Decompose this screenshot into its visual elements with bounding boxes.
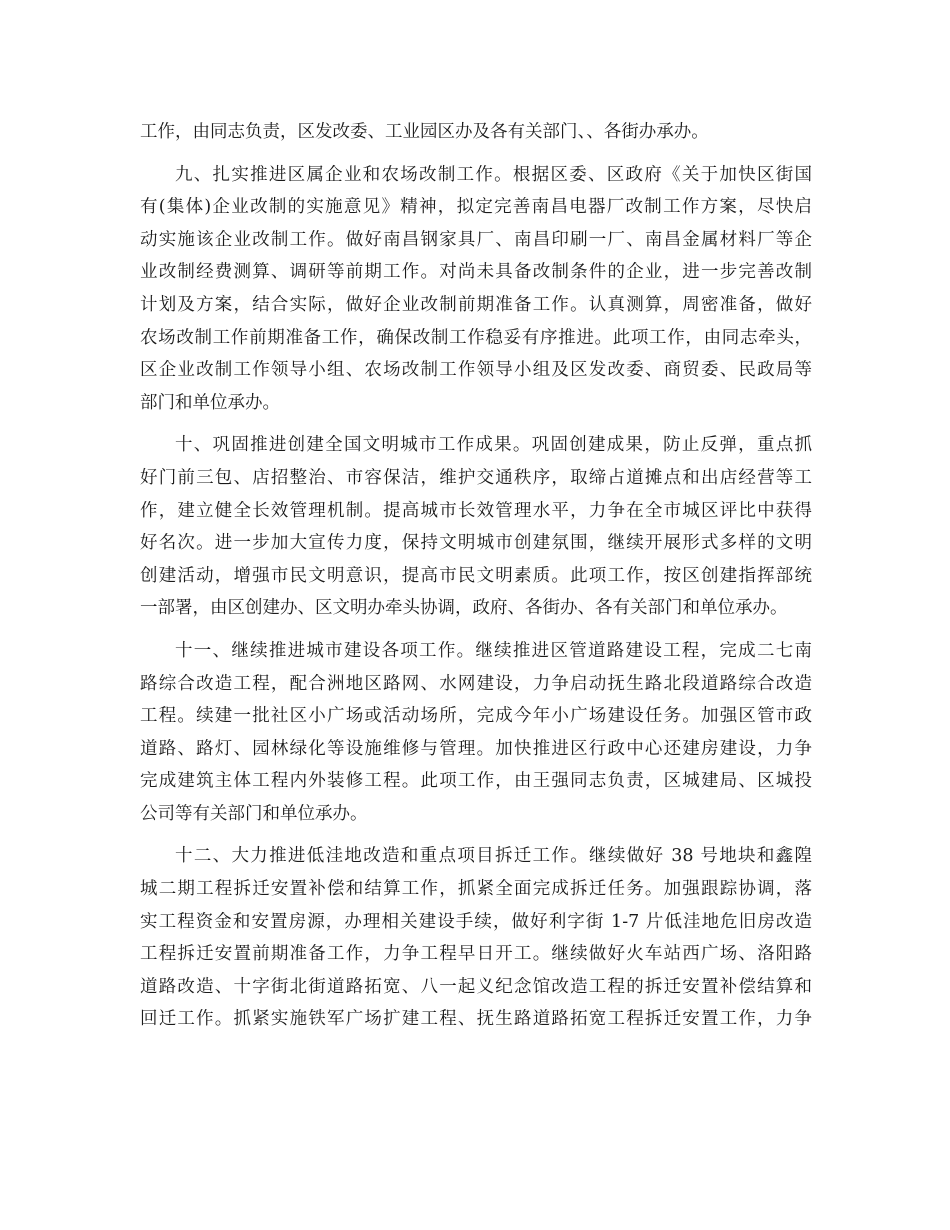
text-line: 实工程资金和安置房源，办理相关建设手续，做好利字街 1-7 片低洼地危旧房改造: [140, 911, 812, 932]
paragraph: [140, 635, 812, 831]
text-line: 部门和单位承办。: [140, 392, 280, 413]
text-line: 计划及方案，结合实际，做好企业改制前期准备工作。认真测算，周密准备，做好: [140, 294, 812, 315]
paragraph: [140, 429, 812, 625]
text-line: 工程拆迁安置前期准备工作，力争工程早日开工。继续做好火车站西广场、洛阳路: [140, 944, 812, 965]
text-line: 九、扎实推进区属企业和农场改制工作。根据区委、区政府《关于加快区街国: [175, 164, 812, 185]
document-body: [140, 116, 812, 1036]
text-line: 回迁工作。抓紧实施铁军广场扩建工程、抚生路道路拓宽工程拆迁安置工作，力争: [140, 1009, 812, 1030]
text-line: 好门前三包、店招整治、市容保洁，维护交通秩序，取缔占道摊点和出店经营等工: [140, 467, 812, 488]
text-line: 城二期工程拆迁安置补偿和结算工作，抓紧全面完成拆迁任务。加强跟踪协调，落: [140, 879, 812, 900]
text-line: 好名次。进一步加大宣传力度，保持文明城市创建氛围，继续开展形式多样的文明: [140, 533, 812, 554]
text-line: 创建活动，增强市民文明意识，提高市民文明素质。此项工作，按区创建指挥部统: [140, 565, 812, 586]
text-line: 道路改造、十字街北街道路拓宽、八一起义纪念馆改造工程的拆迁安置补偿结算和: [140, 976, 812, 997]
text-line: 作，建立健全长效管理机制。提高城市长效管理水平，力争在全市城区评比中获得: [140, 500, 812, 521]
text-line: 十一、继续推进城市建设各项工作。继续推进区管道路建设工程，完成二七南: [175, 640, 812, 661]
text-line: 完成建筑主体工程内外装修工程。此项工作，由王强同志负责，区城建局、区城投: [140, 771, 812, 792]
text-line: 业改制经费测算、调研等前期工作。对尚未具备改制条件的企业，进一步完善改制: [140, 262, 812, 283]
text-line: 道路、路灯、园林绿化等设施维修与管理。加快推进区行政中心还建房建设，力争: [140, 738, 812, 759]
text-line: 区企业改制工作领导小组、农场改制工作领导小组及区发改委、商贸委、民政局等: [140, 360, 812, 381]
text-line: 工作，由同志负责，区发改委、工业园区办及各有关部门、、各街办承办。: [140, 122, 709, 142]
text-line: 十二、大力推进低洼地改造和重点项目拆迁工作。继续做好 38 号地块和鑫隍: [175, 846, 812, 867]
text-line: 农场改制工作前期准备工作，确保改制工作稳妥有序推进。此项工作，由同志牵头，: [140, 327, 812, 348]
text-line: 一部署，由区创建办、区文明办牵头协调，政府、各街办、各有关部门和单位承办。: [140, 598, 788, 619]
text-line: 工程。续建一批社区小广场或活动场所，完成今年小广场建设任务。加强区管市政: [140, 706, 812, 727]
text-line: 公司等有关部门和单位承办。: [140, 803, 368, 824]
text-line: 十、巩固推进创建全国文明城市工作成果。巩固创建成果，防止反弹，重点抓: [175, 435, 812, 456]
paragraph: [140, 116, 812, 149]
text-line: 路综合改造工程，配合洲地区路网、水网建设，力争启动抚生路北段道路综合改造: [140, 673, 812, 694]
text-line: 动实施该企业改制工作。做好南昌钢家具厂、南昌印刷一厂、南昌金属材料厂等企: [140, 229, 812, 250]
paragraph: [140, 840, 812, 1036]
text-line: 有(集体)企业改制的实施意见》精神，拟定完善南昌电器厂改制工作方案，尽快启: [140, 197, 812, 218]
paragraph: [140, 159, 812, 420]
